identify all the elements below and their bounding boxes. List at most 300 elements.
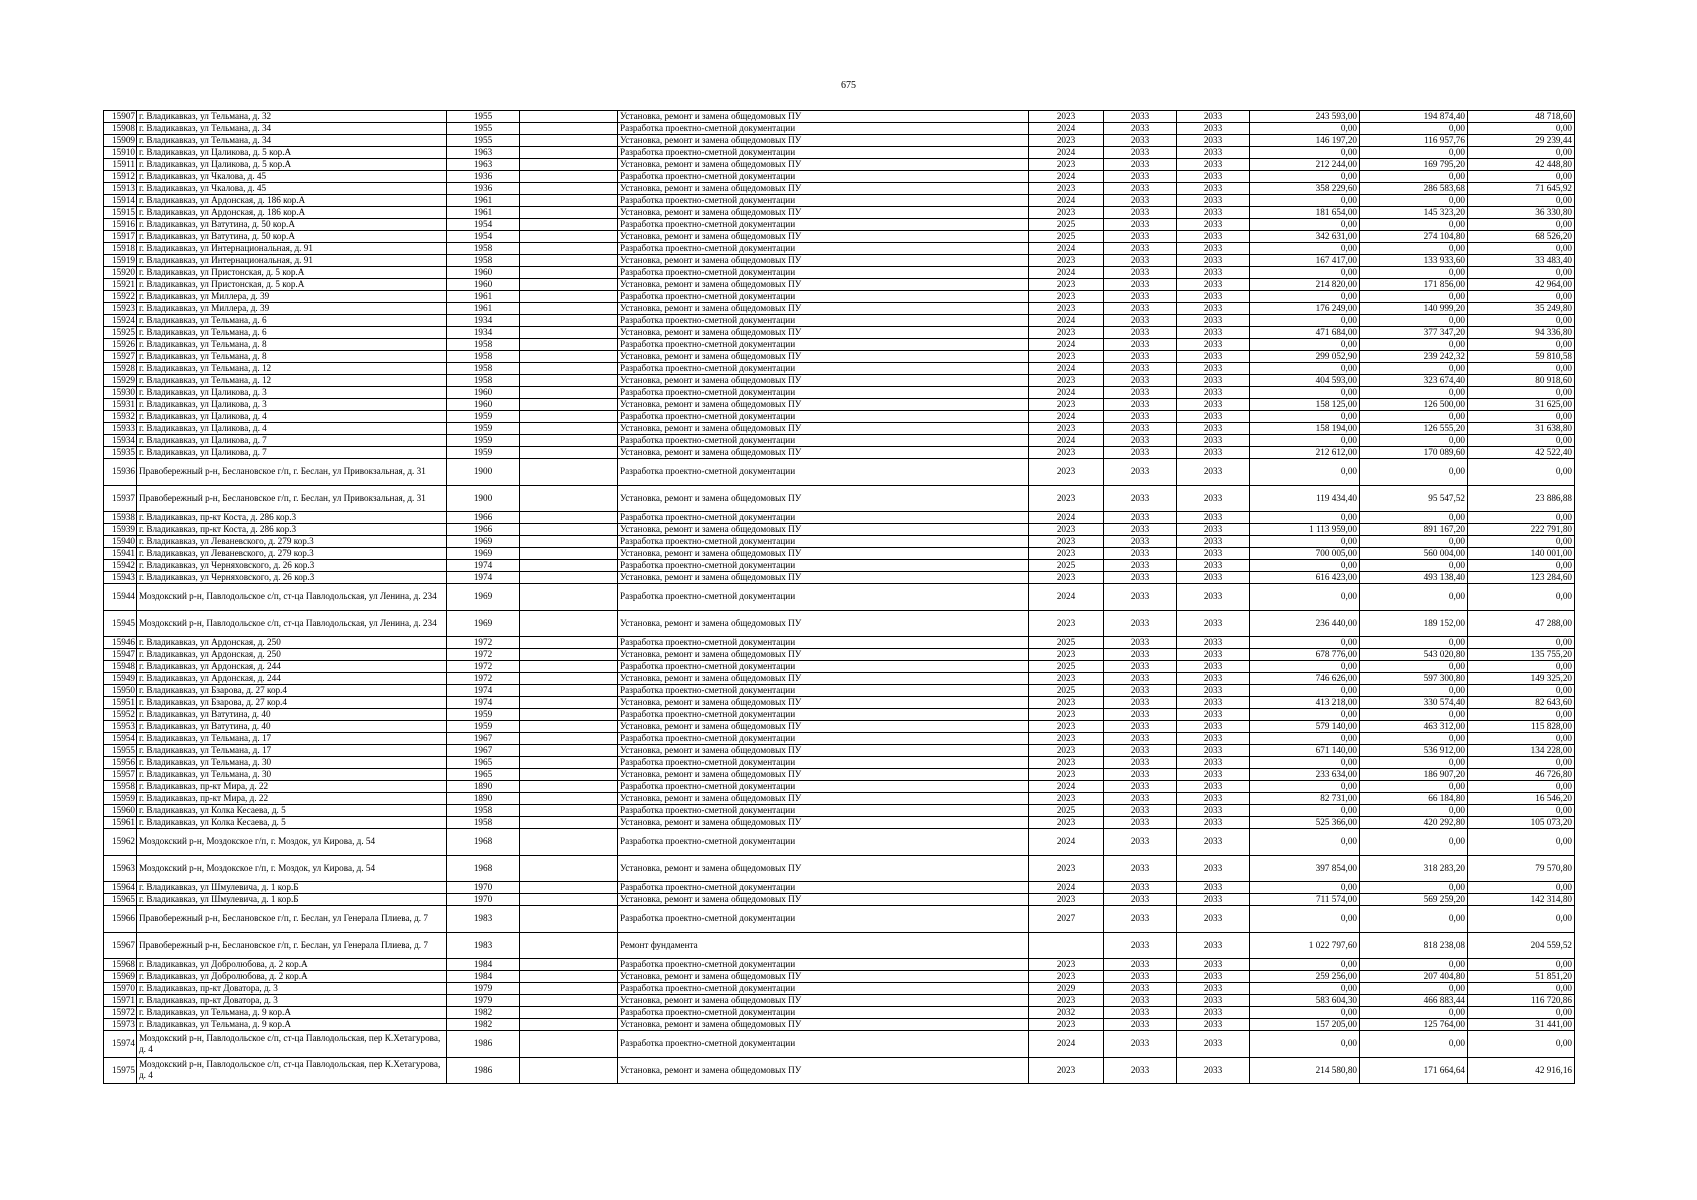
owner-cost: 0,00 [1468,123,1575,135]
year-built: 1961 [447,207,520,219]
total-cost: 746 626,00 [1250,673,1360,685]
fund-cost: 891 167,20 [1360,524,1468,536]
fund-cost: 0,00 [1360,709,1468,721]
fund-cost: 95 547,52 [1360,485,1468,512]
address: г. Владикавказ, пр-кт Коста, д. 286 кор.3 [137,512,447,524]
row-number: 15956 [104,757,137,769]
year-end: 2033 [1177,793,1250,805]
year-planned: 2023 [1029,327,1104,339]
row-number: 15968 [104,959,137,971]
row-number: 15919 [104,255,137,267]
blank-cell [520,159,618,171]
table-row [104,411,1575,423]
year-end: 2033 [1177,769,1250,781]
owner-cost: 42 522,40 [1468,447,1575,459]
owner-cost: 94 336,80 [1468,327,1575,339]
address: г. Владикавказ, ул Ардонская, д. 244 [137,673,447,685]
year-start: 2033 [1104,183,1177,195]
owner-cost: 116 720,86 [1468,995,1575,1007]
row-number: 15958 [104,781,137,793]
total-cost: 158 194,00 [1250,423,1360,435]
table-row [104,649,1575,661]
year-built: 1958 [447,351,520,363]
owner-cost: 42 916,16 [1468,1057,1575,1084]
address: г. Владикавказ, ул Пристонская, д. 5 кор.А [137,267,447,279]
row-number: 15920 [104,267,137,279]
year-planned: 2029 [1029,983,1104,995]
year-planned: 2023 [1029,548,1104,560]
blank-cell [520,279,618,291]
owner-cost: 0,00 [1468,959,1575,971]
year-planned: 2025 [1029,805,1104,817]
total-cost: 0,00 [1250,147,1360,159]
fund-cost: 239 242,32 [1360,351,1468,363]
total-cost: 525 366,00 [1250,817,1360,829]
fund-cost: 318 283,20 [1360,855,1468,882]
fund-cost: 0,00 [1360,983,1468,995]
owner-cost: 23 886,88 [1468,485,1575,512]
owner-cost: 0,00 [1468,661,1575,673]
blank-cell [520,1007,618,1019]
work-type: Установка, ремонт и замена общедомовых ПУ [618,135,1029,147]
address: г. Владикавказ, пр-кт Доватора, д. 3 [137,995,447,1007]
owner-cost: 222 791,80 [1468,524,1575,536]
total-cost: 404 593,00 [1250,375,1360,387]
total-cost: 0,00 [1250,387,1360,399]
year-built: 1967 [447,745,520,757]
blank-cell [520,524,618,536]
year-built: 1972 [447,661,520,673]
row-number: 15939 [104,524,137,536]
owner-cost: 0,00 [1468,757,1575,769]
work-type: Разработка проектно-сметной документации [618,584,1029,611]
blank-cell [520,447,618,459]
total-cost: 243 593,00 [1250,111,1360,123]
year-start: 2033 [1104,745,1177,757]
row-number: 15952 [104,709,137,721]
year-start: 2033 [1104,697,1177,709]
work-type: Установка, ремонт и замена общедомовых ПУ [618,995,1029,1007]
total-cost: 0,00 [1250,459,1360,486]
year-planned: 2024 [1029,1031,1104,1058]
owner-cost: 0,00 [1468,291,1575,303]
blank-cell [520,183,618,195]
table-row [104,685,1575,697]
year-planned: 2023 [1029,855,1104,882]
total-cost: 158 125,00 [1250,399,1360,411]
row-number: 15916 [104,219,137,231]
table-row [104,661,1575,673]
year-built: 1966 [447,524,520,536]
year-start: 2033 [1104,291,1177,303]
table-row [104,637,1575,649]
table-row [104,485,1575,512]
year-start: 2033 [1104,932,1177,959]
table-row [104,721,1575,733]
work-type: Установка, ремонт и замена общедомовых ПУ [618,159,1029,171]
work-type: Разработка проектно-сметной документации [618,363,1029,375]
year-built: 1972 [447,649,520,661]
owner-cost: 29 239,44 [1468,135,1575,147]
total-cost: 0,00 [1250,195,1360,207]
row-number: 15970 [104,983,137,995]
year-built: 1972 [447,637,520,649]
year-built: 1958 [447,255,520,267]
year-end: 2033 [1177,387,1250,399]
fund-cost: 171 856,00 [1360,279,1468,291]
year-end: 2033 [1177,123,1250,135]
year-end: 2033 [1177,423,1250,435]
blank-cell [520,303,618,315]
year-end: 2033 [1177,135,1250,147]
year-planned: 2023 [1029,745,1104,757]
year-built: 1958 [447,375,520,387]
year-start: 2033 [1104,673,1177,685]
blank-cell [520,637,618,649]
year-start: 2033 [1104,327,1177,339]
year-start: 2033 [1104,1007,1177,1019]
table-row [104,512,1575,524]
table-row [104,560,1575,572]
fund-cost: 0,00 [1360,637,1468,649]
row-number: 15967 [104,932,137,959]
year-end: 2033 [1177,959,1250,971]
year-end: 2033 [1177,339,1250,351]
owner-cost: 105 073,20 [1468,817,1575,829]
blank-cell [520,387,618,399]
row-number: 15907 [104,111,137,123]
year-start: 2033 [1104,649,1177,661]
work-type: Разработка проектно-сметной документации [618,1007,1029,1019]
row-number: 15912 [104,171,137,183]
total-cost: 0,00 [1250,959,1360,971]
address: г. Владикавказ, ул Цаликова, д. 3 [137,399,447,411]
blank-cell [520,135,618,147]
row-number: 15961 [104,817,137,829]
table-row [104,363,1575,375]
year-built: 1970 [447,894,520,906]
owner-cost: 0,00 [1468,906,1575,933]
blank-cell [520,584,618,611]
address: г. Владикавказ, ул Цаликова, д. 5 кор.А [137,147,447,159]
fund-cost: 493 138,40 [1360,572,1468,584]
year-start: 2033 [1104,983,1177,995]
fund-cost: 126 500,00 [1360,399,1468,411]
year-end: 2033 [1177,327,1250,339]
year-built: 1960 [447,279,520,291]
table-row [104,267,1575,279]
year-end: 2033 [1177,673,1250,685]
table-row [104,279,1575,291]
year-end: 2033 [1177,560,1250,572]
total-cost: 671 140,00 [1250,745,1360,757]
total-cost: 0,00 [1250,363,1360,375]
year-built: 1959 [447,447,520,459]
fund-cost: 0,00 [1360,123,1468,135]
year-planned: 2025 [1029,231,1104,243]
year-end: 2033 [1177,610,1250,637]
year-start: 2033 [1104,548,1177,560]
row-number: 15948 [104,661,137,673]
total-cost: 212 244,00 [1250,159,1360,171]
owner-cost: 0,00 [1468,267,1575,279]
address: г. Владикавказ, ул Ватутина, д. 50 кор.А [137,231,447,243]
address: г. Владикавказ, ул Шмулевича, д. 1 кор.Б [137,882,447,894]
address: г. Владикавказ, ул Леваневского, д. 279 кор.3 [137,548,447,560]
row-number: 15910 [104,147,137,159]
owner-cost: 0,00 [1468,435,1575,447]
fund-cost: 466 883,44 [1360,995,1468,1007]
fund-cost: 189 152,00 [1360,610,1468,637]
year-planned: 2023 [1029,279,1104,291]
row-number: 15951 [104,697,137,709]
table-row [104,111,1575,123]
work-type: Установка, ремонт и замена общедомовых ПУ [618,375,1029,387]
owner-cost: 31 638,80 [1468,423,1575,435]
blank-cell [520,829,618,856]
blank-cell [520,560,618,572]
year-built: 1959 [447,435,520,447]
year-planned: 2025 [1029,661,1104,673]
year-end: 2033 [1177,894,1250,906]
total-cost: 0,00 [1250,757,1360,769]
year-planned: 2023 [1029,995,1104,1007]
fund-cost: 0,00 [1360,685,1468,697]
address: г. Владикавказ, пр-кт Доватора, д. 3 [137,983,447,995]
year-built: 1890 [447,781,520,793]
fund-cost: 0,00 [1360,315,1468,327]
fund-cost: 66 184,80 [1360,793,1468,805]
table-row [104,855,1575,882]
year-start: 2033 [1104,435,1177,447]
year-planned: 2023 [1029,572,1104,584]
year-end: 2033 [1177,291,1250,303]
year-planned: 2024 [1029,195,1104,207]
owner-cost: 204 559,52 [1468,932,1575,959]
total-cost: 236 440,00 [1250,610,1360,637]
work-type: Разработка проектно-сметной документации [618,781,1029,793]
blank-cell [520,291,618,303]
row-number: 15908 [104,123,137,135]
year-start: 2033 [1104,267,1177,279]
address: г. Владикавказ, ул Шмулевича, д. 1 кор.Б [137,894,447,906]
fund-cost: 463 312,00 [1360,721,1468,733]
year-planned: 2023 [1029,610,1104,637]
address: Моздокский р-н, Павлодольское с/п, ст-ца Павлодольская, пер К.Хетагурова, д. 4 [137,1031,447,1058]
row-number: 15924 [104,315,137,327]
fund-cost: 560 004,00 [1360,548,1468,560]
table-row [104,231,1575,243]
blank-cell [520,610,618,637]
fund-cost: 186 907,20 [1360,769,1468,781]
fund-cost: 818 238,08 [1360,932,1468,959]
year-start: 2033 [1104,315,1177,327]
owner-cost: 0,00 [1468,781,1575,793]
year-built: 1955 [447,135,520,147]
year-planned: 2024 [1029,829,1104,856]
year-end: 2033 [1177,983,1250,995]
work-type: Разработка проектно-сметной документации [618,709,1029,721]
row-number: 15950 [104,685,137,697]
blank-cell [520,123,618,135]
work-type: Установка, ремонт и замена общедомовых ПУ [618,255,1029,267]
year-planned: 2025 [1029,219,1104,231]
year-end: 2033 [1177,159,1250,171]
year-planned: 2023 [1029,894,1104,906]
year-end: 2033 [1177,195,1250,207]
owner-cost: 42 964,00 [1468,279,1575,291]
address: г. Владикавказ, ул Добролюбова, д. 2 кор.А [137,959,447,971]
table-row [104,135,1575,147]
fund-cost: 0,00 [1360,829,1468,856]
year-end: 2033 [1177,243,1250,255]
year-planned: 2023 [1029,793,1104,805]
year-built: 1979 [447,995,520,1007]
year-planned: 2023 [1029,649,1104,661]
owner-cost: 0,00 [1468,315,1575,327]
address: г. Владикавказ, пр-кт Мира, д. 22 [137,781,447,793]
fund-cost: 0,00 [1360,733,1468,745]
year-planned: 2023 [1029,757,1104,769]
blank-cell [520,983,618,995]
year-start: 2033 [1104,757,1177,769]
total-cost: 0,00 [1250,171,1360,183]
owner-cost: 0,00 [1468,459,1575,486]
year-planned: 2023 [1029,423,1104,435]
year-built: 1986 [447,1057,520,1084]
work-type: Установка, ремонт и замена общедомовых ПУ [618,745,1029,757]
blank-cell [520,1057,618,1084]
table-row [104,793,1575,805]
year-start: 2033 [1104,805,1177,817]
year-end: 2033 [1177,411,1250,423]
blank-cell [520,757,618,769]
year-start: 2033 [1104,661,1177,673]
work-type: Установка, ремонт и замена общедомовых ПУ [618,423,1029,435]
fund-cost: 0,00 [1360,781,1468,793]
year-built: 1958 [447,339,520,351]
row-number: 15918 [104,243,137,255]
total-cost: 0,00 [1250,829,1360,856]
total-cost: 0,00 [1250,733,1360,745]
year-start: 2033 [1104,817,1177,829]
year-start: 2033 [1104,171,1177,183]
year-start: 2033 [1104,1031,1177,1058]
owner-cost: 134 228,00 [1468,745,1575,757]
year-start: 2033 [1104,685,1177,697]
address: г. Владикавказ, ул Ватутина, д. 50 кор.А [137,219,447,231]
total-cost: 233 634,00 [1250,769,1360,781]
address: г. Владикавказ, ул Тельмана, д. 32 [137,111,447,123]
owner-cost: 0,00 [1468,147,1575,159]
row-number: 15944 [104,584,137,611]
year-start: 2033 [1104,447,1177,459]
work-type: Установка, ремонт и замена общедомовых ПУ [618,572,1029,584]
total-cost: 0,00 [1250,1007,1360,1019]
fund-cost: 125 764,00 [1360,1019,1468,1031]
year-built: 1983 [447,906,520,933]
year-start: 2033 [1104,882,1177,894]
row-number: 15949 [104,673,137,685]
owner-cost: 35 249,80 [1468,303,1575,315]
year-end: 2033 [1177,435,1250,447]
year-start: 2033 [1104,147,1177,159]
fund-cost: 377 347,20 [1360,327,1468,339]
address: г. Владикавказ, ул Черняховского, д. 26 кор.3 [137,572,447,584]
year-end: 2033 [1177,781,1250,793]
year-built: 1967 [447,733,520,745]
fund-cost: 536 912,00 [1360,745,1468,757]
total-cost: 157 205,00 [1250,1019,1360,1031]
fund-cost: 0,00 [1360,459,1468,486]
owner-cost: 31 625,00 [1468,399,1575,411]
owner-cost: 79 570,80 [1468,855,1575,882]
fund-cost: 170 089,60 [1360,447,1468,459]
year-end: 2033 [1177,111,1250,123]
work-type: Разработка проектно-сметной документации [618,339,1029,351]
row-number: 15941 [104,548,137,560]
table-row [104,959,1575,971]
year-built: 1965 [447,769,520,781]
year-built: 1961 [447,195,520,207]
year-end: 2033 [1177,817,1250,829]
total-cost: 146 197,20 [1250,135,1360,147]
address: г. Владикавказ, ул Ардонская, д. 186 кор.А [137,207,447,219]
year-built: 1974 [447,560,520,572]
year-start: 2033 [1104,423,1177,435]
total-cost: 0,00 [1250,805,1360,817]
address: г. Владикавказ, ул Ардонская, д. 186 кор.А [137,195,447,207]
row-number: 15913 [104,183,137,195]
address: г. Владикавказ, ул Колка Кесаева, д. 5 [137,817,447,829]
year-planned: 2023 [1029,673,1104,685]
owner-cost: 47 288,00 [1468,610,1575,637]
table-row [104,303,1575,315]
year-planned: 2024 [1029,339,1104,351]
address: г. Владикавказ, ул Интернациональная, д. 91 [137,243,447,255]
fund-cost: 171 664,64 [1360,1057,1468,1084]
address: г. Владикавказ, ул Тельмана, д. 17 [137,745,447,757]
owner-cost: 0,00 [1468,171,1575,183]
year-start: 2033 [1104,781,1177,793]
year-start: 2033 [1104,906,1177,933]
year-built: 1970 [447,882,520,894]
table-row [104,673,1575,685]
table-row [104,829,1575,856]
year-start: 2033 [1104,351,1177,363]
year-start: 2033 [1104,894,1177,906]
work-type: Разработка проектно-сметной документации [618,959,1029,971]
table-row [104,351,1575,363]
table-row [104,183,1575,195]
row-number: 15946 [104,637,137,649]
address: г. Владикавказ, ул Интернациональная, д. 91 [137,255,447,267]
year-start: 2033 [1104,135,1177,147]
fund-cost: 145 323,20 [1360,207,1468,219]
address: Моздокский р-н, Моздокское г/п, г. Моздок, ул Кирова, д. 54 [137,829,447,856]
owner-cost: 51 851,20 [1468,971,1575,983]
owner-cost: 42 448,80 [1468,159,1575,171]
address: г. Владикавказ, пр-кт Коста, д. 286 кор.3 [137,524,447,536]
fund-cost: 420 292,80 [1360,817,1468,829]
year-built: 1890 [447,793,520,805]
year-built: 1963 [447,159,520,171]
table-row [104,243,1575,255]
year-built: 1986 [447,1031,520,1058]
address: г. Владикавказ, ул Тельмана, д. 8 [137,351,447,363]
year-start: 2033 [1104,610,1177,637]
blank-cell [520,171,618,183]
